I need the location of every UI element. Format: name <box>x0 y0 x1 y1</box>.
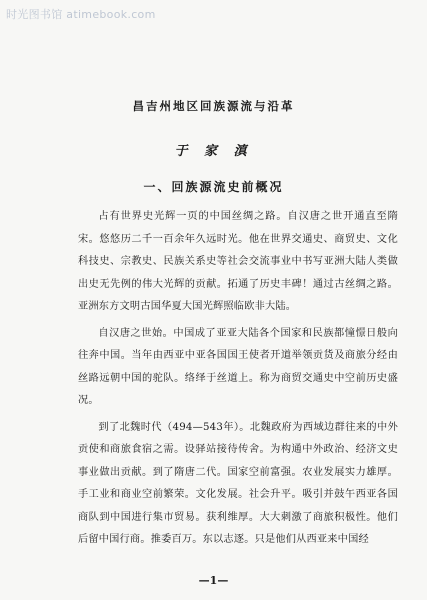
body-text <box>78 206 398 556</box>
paragraph-3: 到了北魏时代（494—543年）。北魏政府为西域边群往来的中外贡使和商旅食宿之需。设驿站接待传舍。为构通中外政治、经济文史事业做出贡献。到了隋唐二代。国家空前富强。农业发展实力雄厚。手工业和商业空前繁荣。文化发展。社会升平。吸引并鼓午西亚各国商队到中国进行集市贸易。获利维厚。大大刺激了商旅积极性。他们后留中国行商。推委百万。东以志逐。只是他们从西亚来中国经 <box>78 421 398 545</box>
paragraph-1: 占有世界史光辉一页的中国丝绸之路。自汉唐之世开通直至隋宋。悠悠历二千一百余年久远时光。他在世界交通史、商贸史、文化科技史、宗教史、民族关系史等社会交流事业中书写亚洲大陆人类做出史无先例的伟大光辉的贡献。拓通了历史丰碑！通过古丝绸之路。亚洲东方文明古国华夏大国光辉照临欧非大陆。 <box>78 211 398 312</box>
page-number: —1— <box>198 574 229 587</box>
section-heading: 一、回族源流史前概况 <box>143 180 284 194</box>
site-watermark: 时光图书馆 atimebook.com <box>6 8 156 21</box>
paragraph-2: 自汉唐之世始。中国成了亚亚大陆各个国家和民族都憧憬日般向往奔中国。当年由西亚中亚各国国王使者开道举领贡货及商旅分经由丝路远朝中国的驼队。络绎于丝道上。称为商贸交通史中空前历史盛况。 <box>78 327 398 406</box>
document-title: 昌吉州地区回族源流与沿革 <box>132 99 295 113</box>
author-name: 于 家 滇 <box>174 144 253 159</box>
